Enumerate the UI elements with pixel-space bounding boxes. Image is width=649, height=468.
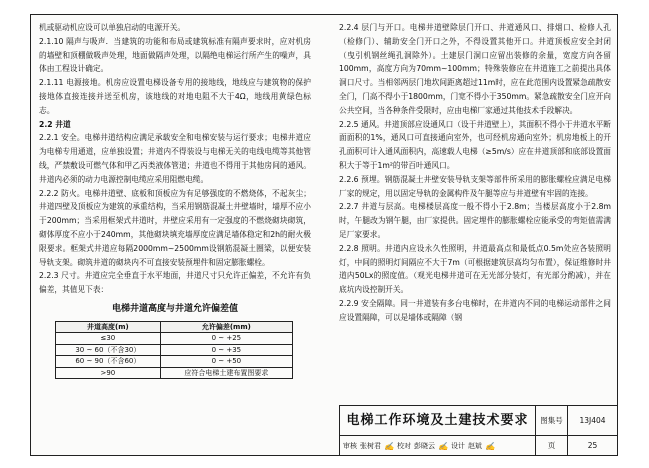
signature-row [340, 436, 536, 456]
table-header: 允许偏差(mm) [160, 321, 292, 333]
table-row [56, 344, 293, 356]
table-cell: 30 ~ 60（不含30） [56, 344, 161, 356]
paragraph: 2.2.3 尺寸。井道应完全垂直于水平地面，井道尺寸只允许正偏差，不允许有负偏差，其值见下表： [39, 271, 311, 295]
paragraph: 2.1.10 隔声与吸声．当建筑的功能和布局或建筑标准有隔声要求时，应对机房的墙壁和顶棚做吸声处理，地面做隔声处理，以隔绝电梯运行所产生的噪声，具体由工程设计确定。 [39, 36, 311, 74]
checker-name: 彭晓云 [413, 442, 435, 450]
review-label: 审核 [343, 442, 357, 450]
paragraph: 2.2.4 层门与开口。电梯井道壁除层门开口、井道通风口、排烟口、检修人孔（检修门）、辅助安全门开口之外，不得设置其他开口。井道顶板应安全封闭（曳引机钢丝绳孔洞除外）。土建层门洞口应留出装修的余量，宽度方向各留100mm，高度方向为70mm~100mm；特殊装修应在井道施工之前提出具体洞口尺寸。当相邻两层门地坎间距离超过11m时，应在此范围内设置紧急疏散安全门，门高不得小于1800mm，门宽不得小于350mm。紧急疏散安全门应开向公共空间，当各种条件受限时，应由电梯厂家通过其他技术手段解决。 [339, 23, 611, 115]
checker-signature: ✍ [437, 441, 448, 451]
paragraph: 2.2.2 防火。电梯井道壁、底板和顶板应为有足够强度的不燃烧体，不起灰尘；井道四壁及顶板应为建筑的承重结构，当采用钢筋混凝土井壁墙时，墙厚不应小于200mm；当采用框架式井道时，井壁应采用有一定强度的不燃烧砌块砌筑，砌体厚度不应小于240mm，其他砌块填充墙厚度应满足墙体稳定和2h的耐火极限要求。框架式井道应每隔2000mm~2500mm设钢筋混凝土圈梁，以便安装导轨支架。砌筑井道的砌块内不可直接安装预埋件和固定膨胀螺栓。 [39, 188, 311, 267]
atlas-number: 13J404 [568, 406, 618, 436]
title-block [339, 405, 617, 456]
paragraph: 2.2.5 通风。井道顶部应设通风口（设于井道壁上），其面积不得小于井道水平断面面积的1%，通风口可直接通向室外，也可经机房通向室外；机房地板上的开孔面积可计入通风面积内，高速载人电梯（≥5m/s）应在井道顶部和底部设置面积大于等于1m²的带百叶通风口。 [339, 119, 611, 170]
reviewer-signature: ✍ [384, 441, 394, 451]
page-number: 25 [568, 436, 618, 456]
paragraph: 2.2.1 安全。电梯井道结构应满足承载安全和电梯安装与运行要求；电梯井道应为电梯专用通道，应单独设置；井道内不得装设与电梯无关的电线电缆等其他管线，严禁敷设可燃气体和甲乙丙类液体管道；井道也不得用于其他房间的通风。井道内必须的动力电源控制电缆应采用阻燃电缆。 [39, 133, 311, 184]
design-label: 设计 [450, 442, 465, 450]
table-cell: ≤30 [56, 333, 161, 345]
drawing-title: 电梯工作环境及土建技术要求 [340, 406, 536, 436]
deviation-table [55, 321, 293, 380]
table-cell: 0 ~ +50 [160, 356, 292, 368]
table-header: 井道高度(m) [56, 321, 161, 333]
right-column [339, 21, 611, 325]
document-page [30, 14, 618, 456]
paragraph: 2.2.8 照明。井道内应设永久性照明，井道最高点和最低点0.5m处应各装照明灯，中间的照明灯间隔应不大于7m（可根据建筑层高均匀布置），保证维修时井道内50Lx的照度值。（观光电梯井道可在无光部分装灯，有光部分酌减），并在底坑内设控制开关。 [339, 243, 611, 295]
table-cell: >90 [56, 367, 161, 379]
page-label: 页 [536, 436, 568, 456]
left-column [39, 21, 311, 379]
table-row [56, 367, 293, 379]
table-row [56, 356, 293, 368]
paragraph: 2.1.11 电源接地。机房应设置电梯设备专用的接地线，地线应与建筑物的保护接地体直接连接并送至机房，该地线的对地电阻不大于4Ω，地线用黄绿色标志。 [39, 78, 311, 115]
check-label: 校对 [396, 442, 411, 450]
table-row [56, 333, 293, 345]
table-cell: 0 ~ +25 [160, 333, 292, 345]
reviewer-name: 张树君 [360, 442, 381, 450]
designer-signature: ✍ [484, 441, 495, 451]
section-heading: 2.2 井道 [39, 119, 71, 129]
paragraph: 2.2.6 预埋。钢筋混凝土井壁安装导轨支架等部件所采用的膨胀螺栓应满足电梯厂家的规定，用以固定导轨的金属构件及午腿等应与井道壁有牢固的连接。 [339, 174, 611, 198]
table-cell: 60 ~ 90（不含60） [56, 356, 161, 368]
table-cell: 0 ~ +35 [160, 344, 292, 356]
table-title: 电梯井道高度与井道允许偏差值 [111, 303, 238, 314]
paragraph: 机或驱动机应设可以单独启动的电源开关。 [39, 23, 186, 32]
paragraph: 2.2.7 井道与层高。电梯楼层高度一般不得小于2.8m；当楼层高度小于2.8m时，午腿改为钢午腿，由厂家提供。固定埋件的膨胀螺栓应能承受的弯矩值需满足厂家要求。 [339, 202, 611, 239]
table-cell: 应符合电梯土建布置图要求 [160, 367, 292, 379]
paragraph: 2.2.9 安全隔障。同一井道装有多台电梯时，在井道内不同的电梯运动部件之间应设置隔障，可以是墙体或隔障（钢 [339, 298, 611, 322]
atlas-label: 图集号 [536, 406, 568, 436]
table-header-row [56, 321, 293, 333]
designer-name: 赵斌 [467, 442, 482, 450]
